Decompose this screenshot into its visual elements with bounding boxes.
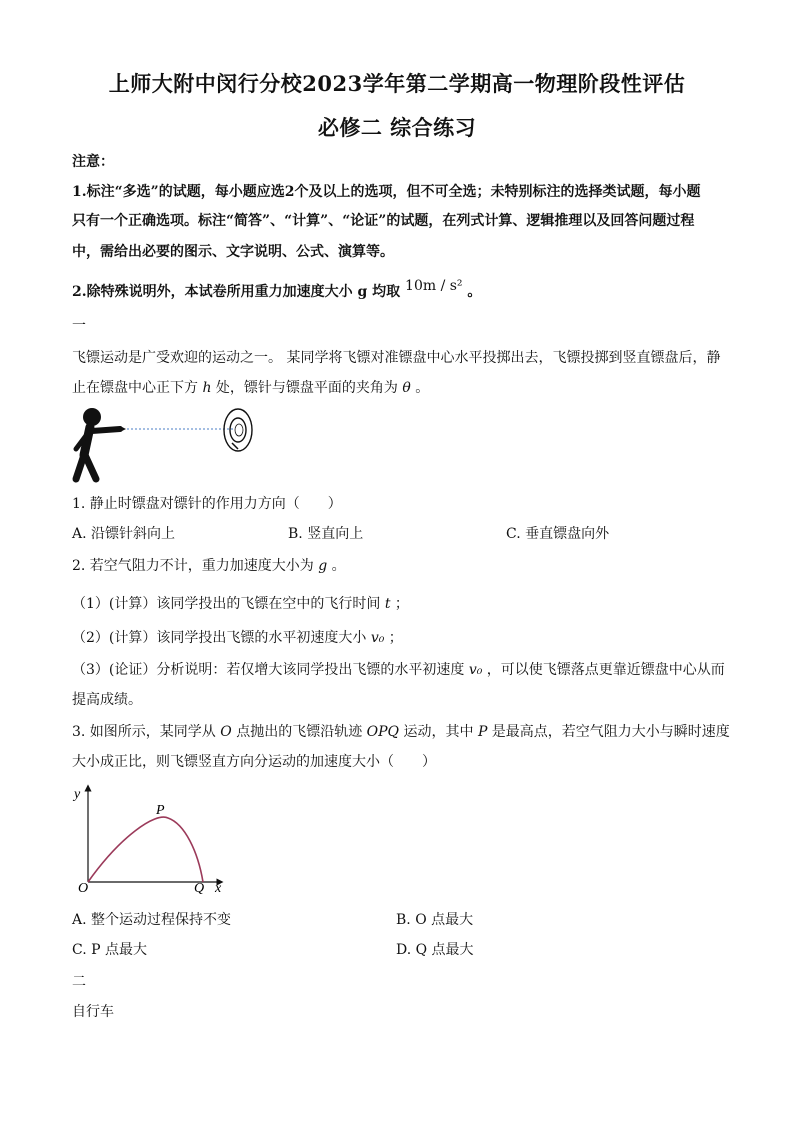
q3-text-c: 运动，其中	[399, 724, 478, 740]
origin-label: O	[78, 881, 89, 896]
thrower-silhouette	[76, 408, 126, 479]
question-2-part-3	[72, 660, 732, 680]
q2-3-text: （3）(论证）分析说明：若仅增大该同学投出飞镖的水平初速度	[72, 662, 469, 678]
q3-text-b: 点抛出的飞镖沿轨迹	[231, 724, 367, 740]
section-1-intro-2	[72, 378, 732, 398]
symbol-g: g	[318, 558, 328, 574]
section-1-intro-1: 飞镖运动是广受欢迎的运动之一。 某同学将飞镖对准镖盘中心水平投掷出去，飞镖投掷到竖直镖盘后，静	[72, 350, 721, 366]
question-3-line-2: 大小成正比，则飞镖竖直方向分运动的加速度大小（ ）	[72, 754, 436, 770]
question-3-line-1	[72, 722, 732, 742]
symbol-OPQ: OPQ	[366, 724, 400, 740]
section-2-text: 自行车	[72, 1004, 114, 1020]
symbol-h: h	[202, 380, 212, 396]
notes-line-4-suffix: 。	[467, 284, 482, 300]
y-axis-label: y	[74, 787, 81, 802]
page-subtitle: 必修二 综合练习	[317, 115, 477, 140]
x-axis-label: x	[215, 881, 222, 896]
symbol-O: O	[220, 724, 232, 740]
page-title: 上师大附中闵行分校2023学年第二学期高一物理阶段性评估	[108, 71, 686, 96]
q3-text-a: 3. 如图所示，某同学从	[72, 724, 221, 740]
q1-option-b[interactable]: B. 竖直向上	[288, 526, 364, 542]
peak-label: P	[156, 803, 165, 818]
q2-1-end: ；	[390, 596, 409, 612]
intro-text-c: 。	[410, 380, 430, 396]
notes-line-2: 只有一个正确选项。标注“简答”、“计算”、“论证”的试题，在列式计算、逻辑推理以及回答问题过程	[72, 213, 695, 229]
q2-3-text-b: ，可以使飞镖落点更靠近镖盘中心从而	[482, 662, 725, 678]
landing-label: Q	[194, 881, 205, 896]
symbol-v0-2: v₀	[468, 662, 483, 678]
symbol-t: t	[384, 596, 391, 612]
gravity-value: 10m / s²	[405, 278, 463, 294]
question-1: 1. 静止时镖盘对镖针的作用力方向（ ）	[72, 496, 342, 512]
q3-option-b[interactable]: B. O 点最大	[396, 912, 474, 928]
dartboard	[224, 409, 252, 451]
notes-line-4	[72, 278, 732, 302]
symbol-v0: v₀	[370, 630, 385, 646]
q3-option-c[interactable]: C. P 点最大	[72, 942, 147, 958]
section-1-heading: 一	[72, 318, 86, 334]
section-2-heading: 二	[72, 974, 86, 990]
trajectory-curve	[88, 817, 203, 882]
q2-text-b: 。	[327, 558, 346, 574]
q3-option-d[interactable]: D. Q 点最大	[396, 942, 474, 958]
q2-text-a: 2. 若空气阻力不计，重力加速度大小为	[72, 558, 319, 574]
notes-line-1: 1.标注“多选”的试题，每小题应选2个及以上的选项，但不可全选；未特别标注的选择类试题，每小题	[72, 184, 701, 200]
question-2-part-1	[72, 594, 732, 614]
dart-throw-figure	[70, 405, 260, 485]
notes-line-3: 中，需给出必要的图示、文字说明、公式、演算等。	[72, 244, 394, 260]
q2-2-end: ；	[384, 630, 403, 646]
symbol-theta: θ	[402, 380, 411, 396]
intro-text-b: 处，镖针与镖盘平面的夹角为	[211, 380, 403, 396]
notes-line-4-prefix: 2.除特殊说明外，本试卷所用重力加速度大小 g 均取	[72, 284, 401, 300]
symbol-P: P	[477, 724, 488, 740]
q3-text-d: 是最高点，若空气阻力大小与瞬时速度	[487, 724, 730, 740]
q2-1-text: （1）(计算）该同学投出的飞镖在空中的飞行时间	[72, 596, 385, 612]
question-2-part-3-cont: 提高成绩。	[72, 692, 142, 708]
question-2-part-2	[72, 628, 732, 648]
q3-option-a[interactable]: A. 整个运动过程保持不变	[72, 912, 232, 928]
trajectory-graph	[70, 782, 240, 897]
q1-option-c[interactable]: C. 垂直镖盘向外	[506, 526, 610, 542]
intro-text-a: 止在镖盘中心正下方	[72, 380, 203, 396]
question-2	[72, 556, 732, 576]
notes-label: 注意：	[72, 154, 114, 170]
q1-option-a[interactable]: A. 沿镖针斜向上	[72, 526, 176, 542]
q2-2-text: （2）(计算）该同学投出飞镖的水平初速度大小	[72, 630, 371, 646]
